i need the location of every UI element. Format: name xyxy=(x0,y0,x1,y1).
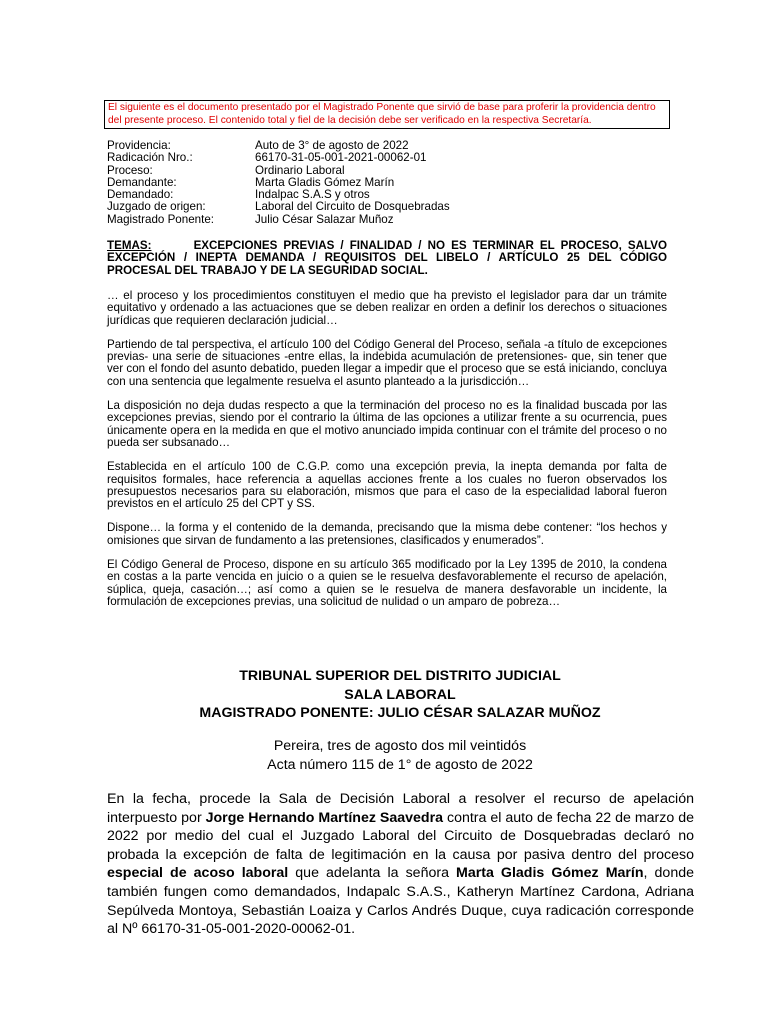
meta-label: Demandado: xyxy=(107,188,174,202)
meta-value: Auto de 3° de agosto de 2022 xyxy=(255,139,409,152)
summary-paragraph: Dispone… la forma y el contenido de la demanda, precisando que la misma debe contener: “los hechos y omisiones que sirvan de fundamento a las pretensiones, clasificados y enumerados”. xyxy=(107,521,667,547)
opening-paragraph xyxy=(107,790,694,939)
meta-row-radicacion xyxy=(107,152,450,164)
case-metadata xyxy=(107,140,450,226)
magistrate-line: MAGISTRADO PONENTE: JULIO CÉSAR SALAZAR MUÑOZ xyxy=(199,705,601,721)
meta-value: Julio César Salazar Muñoz xyxy=(255,212,394,226)
meta-value: Ordinario Laboral xyxy=(255,163,345,177)
appellant-name: Jorge Hernando Martínez Saavedra xyxy=(205,809,444,826)
meta-row-magistrado xyxy=(107,214,450,226)
meta-value: Indalpac S.A.S y otros xyxy=(255,188,370,202)
meta-label: Demandante: xyxy=(107,175,177,189)
meta-row-juzgado xyxy=(107,201,450,213)
place-date xyxy=(0,737,768,774)
meta-label: Radicación Nro.: xyxy=(107,151,193,165)
city-date: Pereira, tres de agosto dos mil veintidós xyxy=(273,738,527,754)
topics-block xyxy=(107,240,667,277)
body-text: contra el auto de fecha 22 de marzo de 2022 por medio del cual el Juzgado Laboral del Circuito de Dosquebradas declaró no probada la excepción de falta de legitimación en la causa por pasiva dentro del proceso xyxy=(107,809,694,863)
body-text: que adelanta la señora xyxy=(288,865,457,882)
summary-paragraph: Establecida en el artículo 100 de C.G.P. como una excepción previa, la inepta demanda por falta de requisitos formales, hace referencia a aquellas acciones frente a los cuales no fueron observados los presupuestos necesarios para su elaboración, mismos que para el caso de la especialidad laboral fueron previstos en el artículo 25 del CPT y SS. xyxy=(107,460,667,511)
meta-label: Juzgado de origen: xyxy=(107,200,206,214)
meta-label: Magistrado Ponente: xyxy=(107,212,214,226)
meta-label: Proceso: xyxy=(107,163,153,177)
process-type: especial de acoso laboral xyxy=(107,865,289,882)
body-text: , donde también fungen como demandados, Indapalc S.A.S., Katheryn Martínez Cardona, Adriana Sepúlveda Montoya, Sebastián Loaiza y Carlos Andrés Duque, cuya radicación corresponde al Nº 66170-31-05-001-2020-00062-01. xyxy=(107,865,694,938)
body-text: En la fecha, procede la Sala de Decisión Laboral a resolver el recurso de apelación interpuesto por xyxy=(107,791,694,826)
meta-value: 66170-31-05-001-2021-00062-01 xyxy=(255,151,427,165)
summary-paragraph: … el proceso y los procedimientos constituyen el medio que ha previsto el legislador para dar un trámite equitativo y ordenado a las actuaciones que se deben realizar en orden a definir los derechos o situaciones jurídicas que requieren declaración judicial… xyxy=(107,289,667,327)
court-heading xyxy=(0,667,768,723)
chamber-name: SALA LABORAL xyxy=(344,686,456,703)
summary-paragraph: El Código General de Proceso, dispone en su artículo 365 modificado por la Ley 1395 de 2010, la condena en costas a la parte vencida en juicio o a quien se le resuelva desfavorablemente el recurso de apelación, súplica, queja, casación…; así como a quien se le resuelva de manera desfavorable un incidente, la formulación de excepciones previas, una solicitud de nulidad o un amparo de pobreza… xyxy=(107,558,667,608)
meta-label: Providencia: xyxy=(107,139,171,152)
topics-label: TEMAS: xyxy=(107,239,152,252)
act-number: Acta número 115 de 1° de agosto de 2022 xyxy=(267,756,533,773)
plaintiff-name: Marta Gladis Gómez Marín xyxy=(456,865,644,882)
verification-notice: El siguiente es el documento presentado por el Magistrado Ponente que sirvió de base para proferir la providencia dentro del presente proceso. El contenido total y fiel de la decisión debe ser verificado en la respectiva Secretaría. xyxy=(104,100,670,129)
summary-paragraph: La disposición no deja dudas respecto a que la terminación del proceso no es la finalidad buscada por las excepciones previas, siendo por el contrario la última de las opciones a utilizar frente a su ocurrencia, pues únicamente opera en la medida en que el motivo anunciado impida continuar con el trámite del proceso o no pueda ser subsanado… xyxy=(107,399,667,449)
court-name: TRIBUNAL SUPERIOR DEL DISTRITO JUDICIAL xyxy=(239,668,561,684)
summary-paragraph: Partiendo de tal perspectiva, el artículo 100 del Código General del Proceso, señala -a título de excepciones previas- una serie de situaciones -entre ellas, la indebida acumulación de pretensiones- que, sin tener que ver con el fondo del asunto debatido, pueden llegar a impedir que el proceso que se está iniciando, concluya con una sentencia que legalmente resuelva el asunto planteado a la jurisdicción… xyxy=(107,337,667,388)
topics-text: EXCEPCIONES PREVIAS / FINALIDAD / NO ES TERMINAR EL PROCESO, SALVO EXCEPCIÓN / INEPTA DEMANDA / REQUISITOS DEL LIBELO / ARTÍCULO 25 DEL CÓDIGO PROCESAL DEL TRABAJO Y DE LA SEGURIDAD SOCIAL. xyxy=(107,239,667,277)
meta-value: Marta Gladis Gómez Marín xyxy=(255,175,395,189)
summary-paragraphs xyxy=(107,290,667,620)
meta-value: Laboral del Circuito de Dosquebradas xyxy=(255,200,450,214)
